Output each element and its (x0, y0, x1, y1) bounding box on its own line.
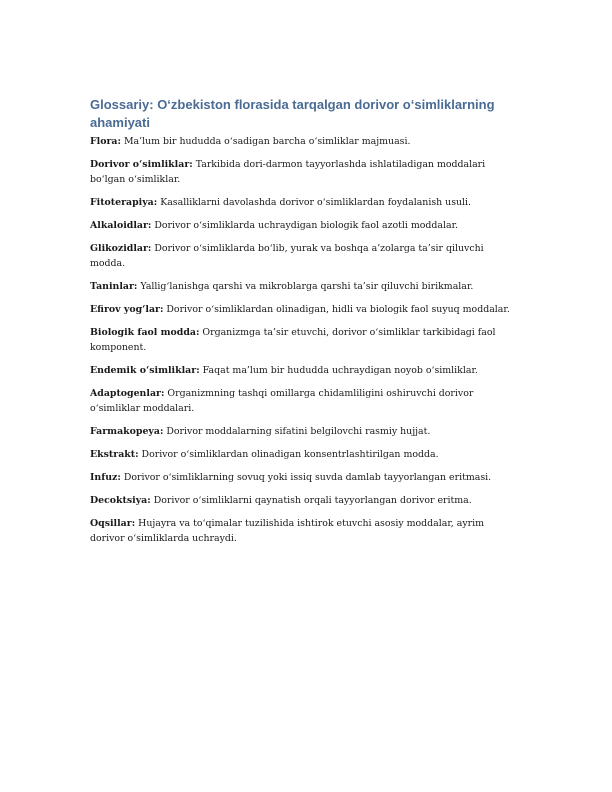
glossary-entry (90, 386, 520, 416)
glossary-term: Efirov yog‘lar: (90, 304, 164, 315)
glossary-entry (90, 424, 520, 439)
glossary-term: Glikozidlar: (90, 243, 152, 254)
glossary-term: Farmakopeya: (90, 426, 164, 437)
glossary-definition: Ma’lum bir hududda o‘sadigan barcha o‘simliklar majmuasi. (123, 136, 411, 147)
glossary-entry (90, 470, 520, 485)
glossary-term: Flora: (90, 136, 121, 147)
glossary-entry (90, 325, 520, 355)
glossary-definition: Tarkibida dori-darmon tayyorlashda ishlatiladigan moddalari bo‘lgan o‘simliklar. (90, 159, 486, 185)
glossary-definition: Organizmga ta’sir etuvchi, dorivor o‘simliklar tarkibidagi faol komponent. (90, 327, 496, 353)
glossary-entry (90, 157, 520, 187)
glossary-entry (90, 195, 520, 210)
glossary-definition: Dorivor o‘simliklarni qaynatish orqali tayyorlangan dorivor eritma. (153, 495, 472, 506)
glossary-term: Infuz: (90, 472, 121, 483)
glossary-definition: Dorivor o‘simliklarda uchraydigan biologik faol azotli moddalar. (154, 220, 459, 231)
glossary-term: Alkaloidlar: (90, 220, 152, 231)
glossary-entry (90, 241, 520, 271)
glossary-entry (90, 447, 520, 462)
glossary-definition: Organizmning tashqi omillarga chidamliligini oshiruvchi dorivor o‘simliklar moddalari. (90, 388, 474, 414)
document-title: Glossariy: O‘zbekiston florasida tarqalgan dorivor o‘simliklarning ahamiyati (90, 97, 495, 130)
glossary-term: Taninlar: (90, 281, 138, 292)
glossary-entry (90, 279, 520, 294)
glossary-entry (90, 516, 520, 546)
glossary-definition: Kasalliklarni davolashda dorivor o‘simliklardan foydalanish usuli. (160, 197, 472, 208)
glossary-definition: Dorivor o‘simliklarning sovuq yoki issiq suvda damlab tayyorlangan eritmasi. (123, 472, 492, 483)
glossary-term: Endemik o‘simliklar: (90, 365, 200, 376)
glossary-definition: Yallig‘lanishga qarshi va mikroblarga qarshi ta’sir qiluvchi birikmalar. (140, 281, 474, 292)
glossary-definition: Hujayra va to‘qimalar tuzilishida ishtirok etuvchi asosiy moddalar, ayrim dorivor o‘simliklarda uchraydi. (90, 518, 484, 544)
glossary-term: Fitoterapiya: (90, 197, 158, 208)
glossary-entry (90, 363, 520, 378)
glossary-term: Biologik faol modda: (90, 327, 200, 338)
glossary-entry (90, 218, 520, 233)
glossary-definition: Dorivor o‘simliklardan olinadigan, hidli va biologik faol suyuq moddalar. (166, 304, 510, 315)
glossary-definition: Faqat ma’lum bir hududda uchraydigan noyob o‘simliklar. (202, 365, 478, 376)
glossary-definition: Dorivor moddalarning sifatini belgilovchi rasmiy hujjat. (166, 426, 431, 437)
glossary-definition: Dorivor o‘simliklardan olinadigan konsentrlashtirilgan modda. (141, 449, 439, 460)
glossary-term: Oqsillar: (90, 518, 136, 529)
glossary-entry (90, 493, 520, 508)
glossary-term: Decoktsiya: (90, 495, 151, 506)
document-body (90, 96, 520, 554)
glossary-term: Ekstrakt: (90, 449, 139, 460)
glossary-definition: Dorivor o‘simliklarda bo‘lib, yurak va boshqa a’zolarga ta’sir qiluvchi modda. (90, 243, 484, 269)
glossary-entry (90, 302, 520, 317)
glossary-entry (90, 134, 520, 149)
glossary-list (90, 134, 520, 546)
glossary-term: Adaptogenlar: (90, 388, 165, 399)
glossary-term: Dorivor o‘simliklar: (90, 159, 193, 170)
